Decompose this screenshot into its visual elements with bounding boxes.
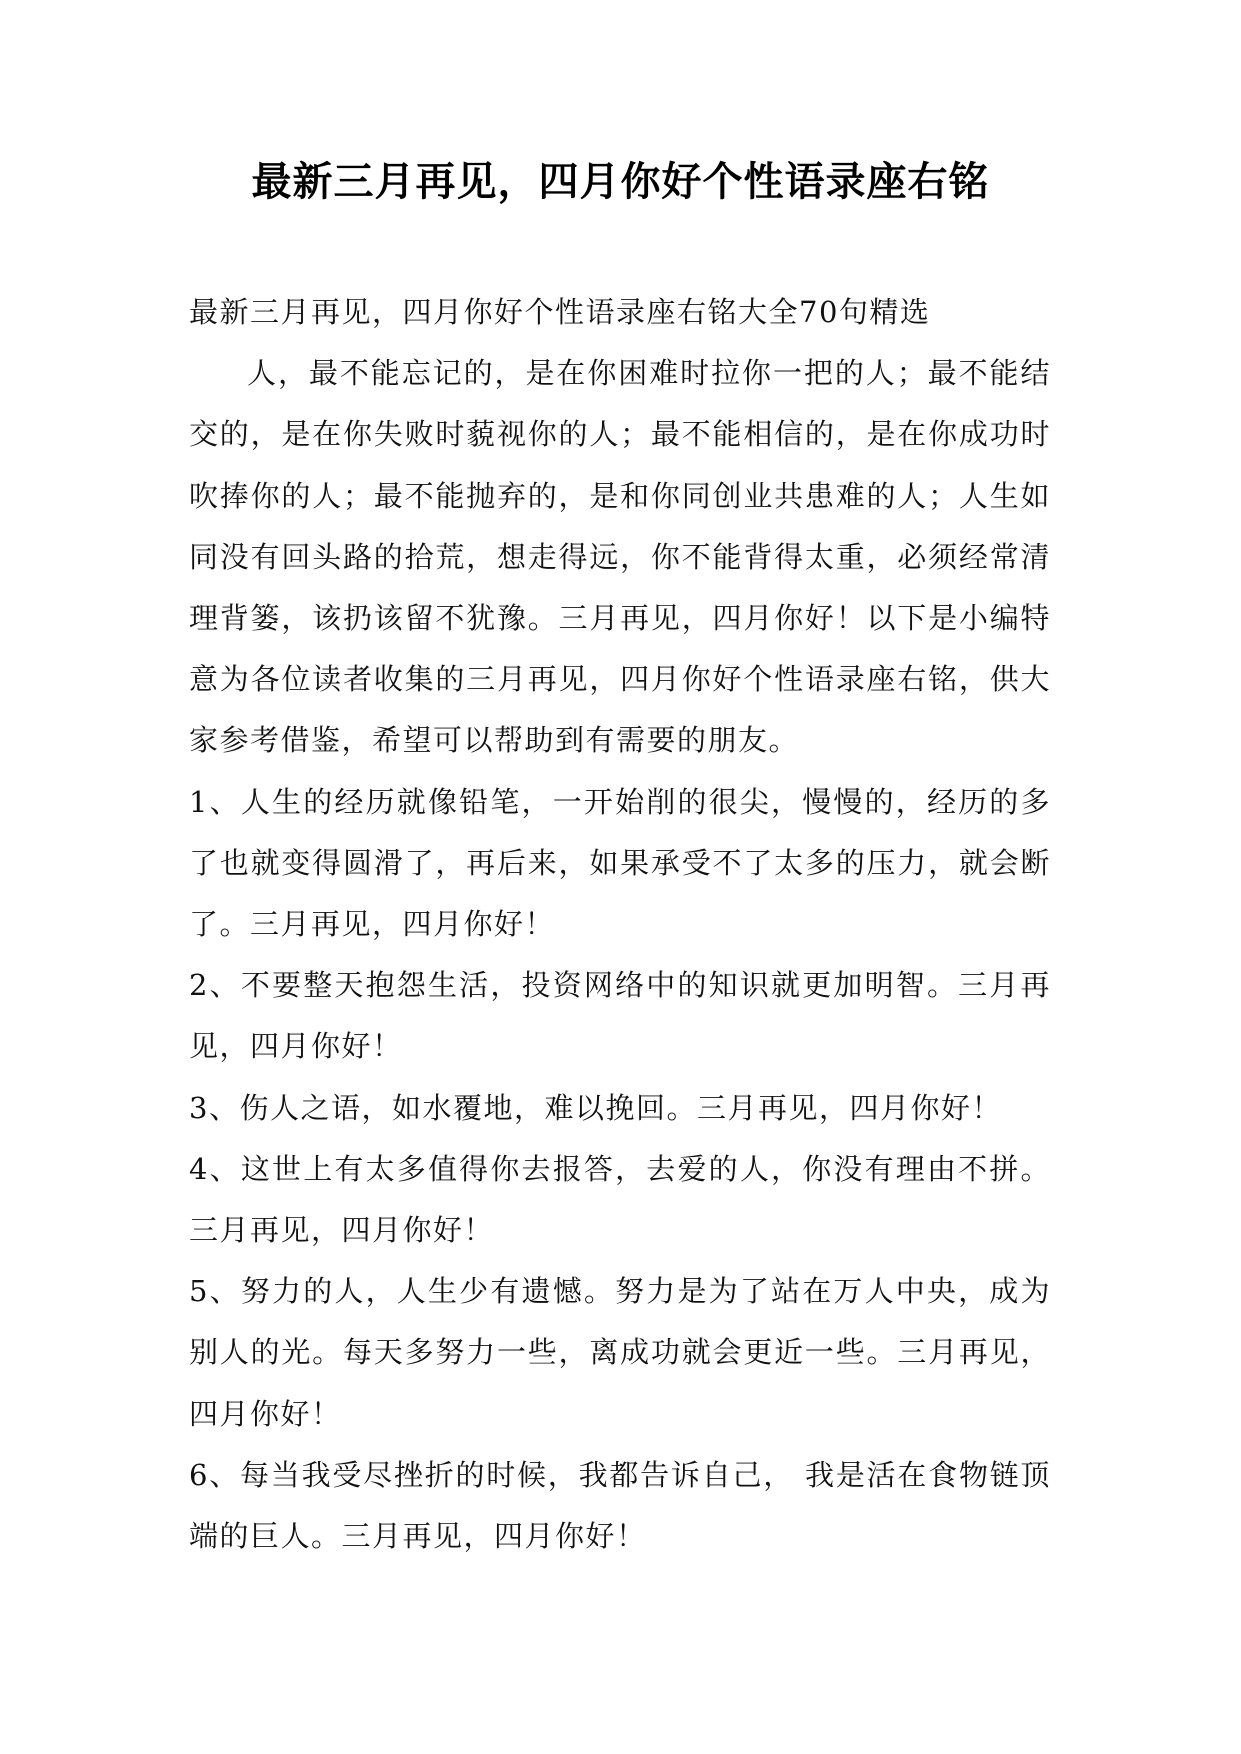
intro-paragraph: 人，最不能忘记的，是在你困难时拉你一把的人；最不能结交的，是在你失败时藐视你的人；最不能相信的，是在你成功时吹捧你的人；最不能抛弃的，是和你同创业共患难的人；人生如同没有回头路的拾荒，想走得远，你不能背得太重，必须经常清理背篓，该扔该留不犹豫。三月再见，四月你好！以下是小编特意为各位读者收集的三月再见，四月你好个性语录座右铭，供大家参考借鉴，希望可以帮助到有需要的朋友。 bbox=[189, 356, 1051, 758]
document-body bbox=[189, 282, 1051, 1567]
document-subtitle: 最新三月再见，四月你好个性语录座右铭大全70句精选 bbox=[189, 295, 931, 329]
quote-item-3: 3、伤人之语，如水覆地，难以挽回。三月再见，四月你好！ bbox=[189, 1090, 1002, 1125]
quote-item-1: 1、人生的经历就像铅笔，一开始削的很尖，慢慢的，经历的多了也就变得圆滑了，再后来，如果承受不了太多的压力，就会断了。三月再见，四月你好！ bbox=[189, 784, 1051, 942]
quote-item-4: 4、这世上有太多值得你去报答，去爱的人，你没有理由不拼。三月再见，四月你好！ bbox=[189, 1151, 1051, 1248]
quote-item-6: 6、每当我受尽挫折的时候，我都告诉自己， 我是活在食物链顶端的巨人。三月再见，四月你好！ bbox=[189, 1457, 1051, 1554]
quote-item-5: 5、努力的人，人生少有遗憾。努力是为了站在万人中央，成为别人的光。每天多努力一些，离成功就会更近一些。三月再见，四月你好！ bbox=[189, 1274, 1051, 1431]
document-title: 最新三月再见，四月你好个性语录座右铭 bbox=[251, 159, 990, 205]
quote-item-2: 2、不要整天抱怨生活，投资网络中的知识就更加明智。三月再见，四月你好！ bbox=[189, 968, 1051, 1064]
